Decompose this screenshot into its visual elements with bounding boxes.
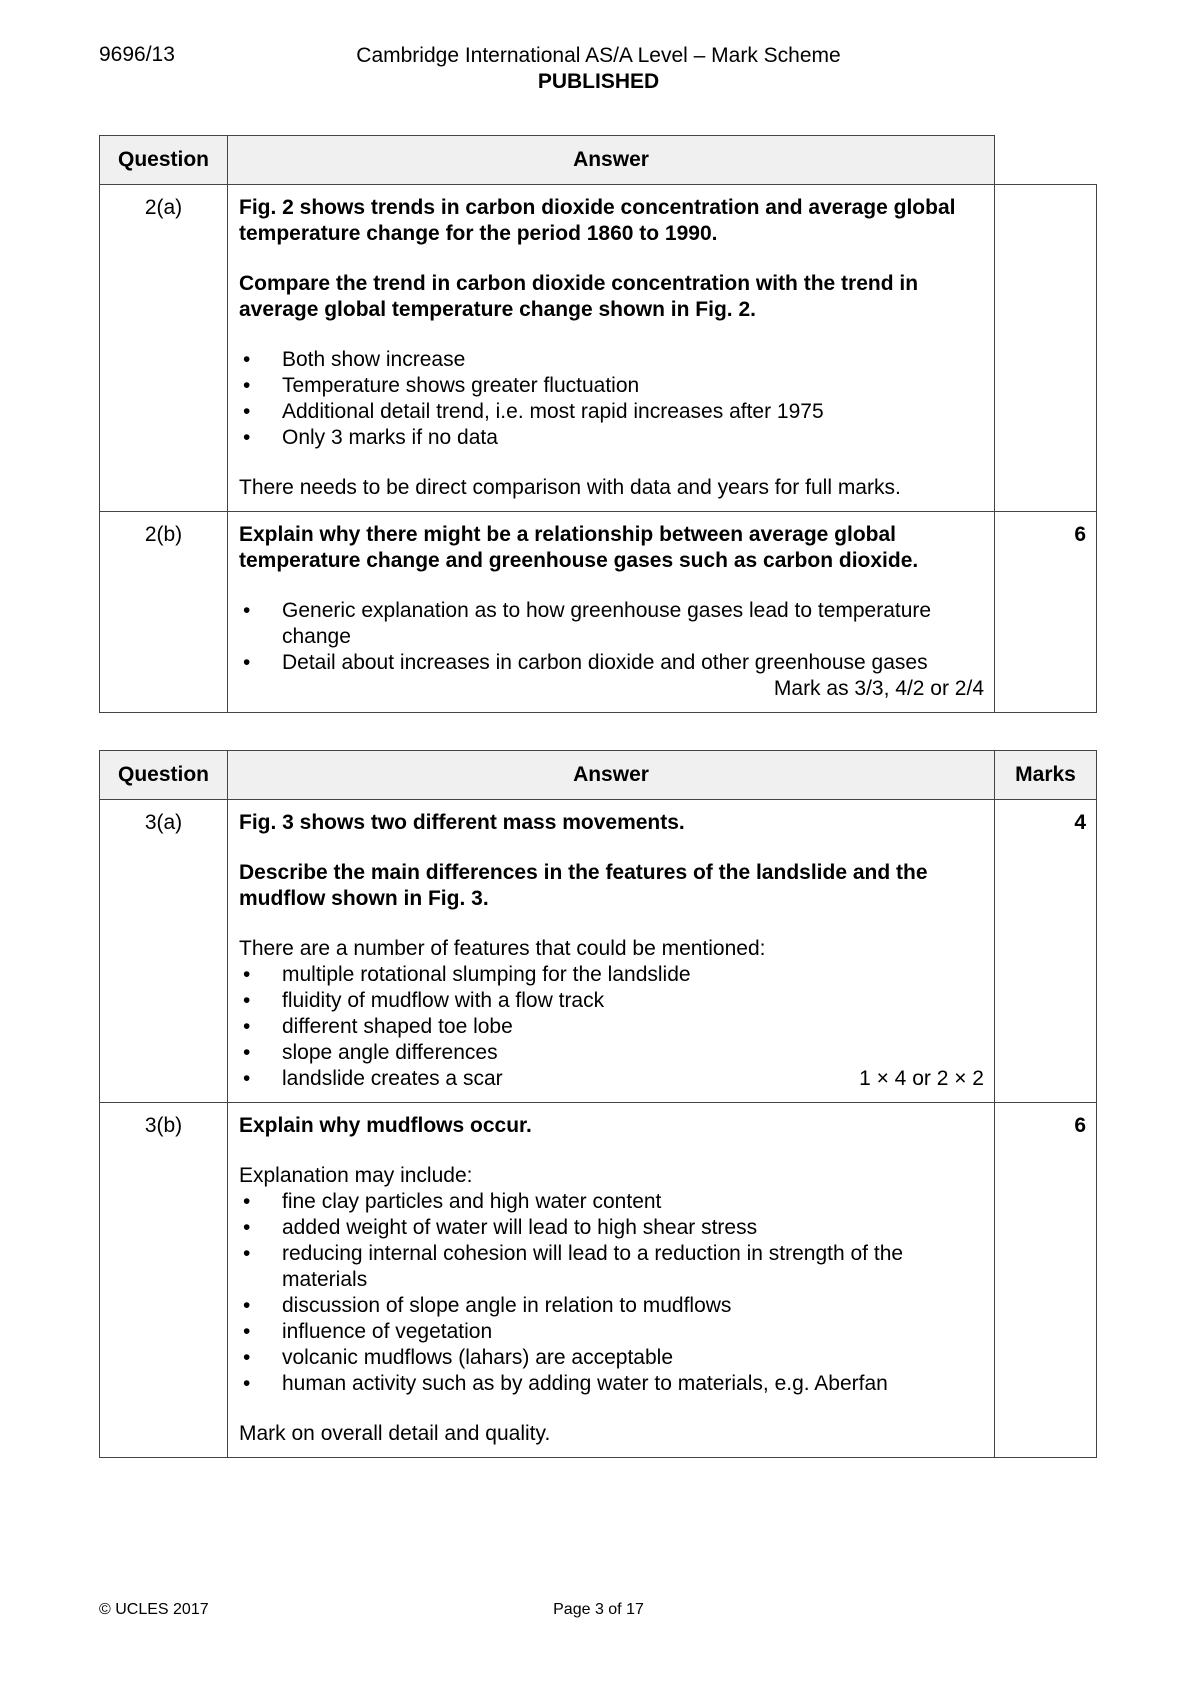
column-header-marks: Marks xyxy=(995,751,1097,800)
bullet-icon: • xyxy=(243,374,251,397)
question-prompt: Explain why mudflows occur. xyxy=(239,1114,532,1137)
table-header-row xyxy=(100,751,1097,800)
list-item: • Additional detail trend, i.e. most rapid increases after 1975 xyxy=(243,400,824,423)
list-item: • Both show increase xyxy=(243,348,466,371)
list-item: • multiple rotational slumping for the landslide xyxy=(243,963,691,986)
answer-intro: There are a number of features that could be mentioned: xyxy=(239,937,766,960)
bullet-icon: • xyxy=(243,400,251,423)
list-item: • different shaped toe lobe xyxy=(243,1015,513,1038)
question-prompt: Fig. 2 shows trends in carbon dioxide concentration and average global temperature change for the period 1860 to 1990. xyxy=(239,196,956,245)
bullet-icon: • xyxy=(243,1294,251,1317)
marks-cell: 4 xyxy=(995,800,1097,1103)
question-number: 2(a) xyxy=(100,185,228,512)
list-item: • influence of vegetation xyxy=(243,1320,493,1343)
paper-code: 9696/13 xyxy=(99,43,175,66)
copyright-notice: © UCLES 2017 xyxy=(99,1601,209,1618)
bullet-icon: • xyxy=(243,651,251,674)
page-number: Page 3 of 17 xyxy=(553,1601,644,1618)
question-number: 2(b) xyxy=(100,512,228,713)
table-header-row xyxy=(100,136,1097,185)
table-row xyxy=(100,185,1097,512)
list-item: • discussion of slope angle in relation to mudflows xyxy=(243,1294,732,1317)
question-prompt: Compare the trend in carbon dioxide concentration with the trend in average global temperature change shown in Fig. 2. xyxy=(239,272,919,321)
list-item: • fine clay particles and high water content xyxy=(243,1190,662,1213)
question-number: 3(b) xyxy=(100,1103,228,1458)
bullet-icon: • xyxy=(243,1320,251,1343)
marks-cell: 6 xyxy=(995,512,1097,713)
list-item: • Temperature shows greater fluctuation xyxy=(243,374,640,397)
list-item: • Generic explanation as to how greenhouse gases lead to temperature change xyxy=(243,599,932,648)
marks-cell xyxy=(995,185,1097,512)
list-item: • landslide creates a scar 1 × 4 or 2 × 2 xyxy=(243,1067,984,1090)
list-item: • human activity such as by adding water to materials, e.g. Aberfan xyxy=(243,1372,888,1395)
table-row xyxy=(100,1103,1097,1458)
bullet-icon: • xyxy=(243,1216,251,1239)
mark-allocation-note: 1 × 4 or 2 × 2 xyxy=(859,1067,984,1090)
list-item: • fluidity of mudflow with a flow track xyxy=(243,989,605,1012)
column-header-question: Question xyxy=(100,751,228,800)
answer-intro: Explanation may include: xyxy=(239,1164,473,1187)
list-item: • added weight of water will lead to high shear stress xyxy=(243,1216,758,1239)
marking-note: Mark on overall detail and quality. xyxy=(239,1422,551,1445)
column-header-answer: Answer xyxy=(228,136,995,185)
bullet-icon: • xyxy=(243,1041,251,1064)
bullet-icon: • xyxy=(243,989,251,1012)
marking-note: There needs to be direct comparison with data and years for full marks. xyxy=(239,476,901,499)
mark-allocation-note: Mark as 3/3, 4/2 or 2/4 xyxy=(773,677,984,700)
bullet-icon: • xyxy=(243,1015,251,1038)
bullet-icon: • xyxy=(243,599,251,622)
column-header-question: Question xyxy=(100,136,228,185)
document-header xyxy=(0,43,1190,95)
table-row xyxy=(100,512,1097,713)
table-row xyxy=(100,800,1097,1103)
list-item: • slope angle differences xyxy=(243,1041,498,1064)
bullet-list xyxy=(239,347,984,451)
answer-cell xyxy=(228,800,995,1103)
answer-cell xyxy=(228,512,995,713)
answer-cell xyxy=(228,185,995,512)
list-item: • volcanic mudflows (lahars) are acceptable xyxy=(243,1346,674,1369)
question-prompt: Describe the main differences in the features of the landslide and the mudflow shown in Fig. 3. xyxy=(239,861,928,910)
bullet-icon: • xyxy=(243,1242,251,1265)
bullet-icon: • xyxy=(243,1372,251,1395)
list-item: • Detail about increases in carbon dioxide and other greenhouse gases xyxy=(243,651,928,674)
list-item: • Only 3 marks if no data xyxy=(243,426,498,449)
answer-cell xyxy=(228,1103,995,1458)
bullet-list xyxy=(239,962,984,1092)
bullet-icon: • xyxy=(243,963,251,986)
mark-scheme-table-q3 xyxy=(99,750,1097,1458)
column-header-empty xyxy=(995,136,1097,185)
bullet-list xyxy=(239,1189,984,1397)
mark-scheme-table-q2 xyxy=(99,135,1097,713)
question-prompt: Explain why there might be a relationship between average global temperature change and greenhouse gases such as carbon dioxide. xyxy=(239,523,919,572)
column-header-answer: Answer xyxy=(228,751,995,800)
bullet-icon: • xyxy=(243,1067,251,1090)
document-title: Cambridge International AS/A Level – Mark Scheme xyxy=(356,44,841,67)
bullet-icon: • xyxy=(243,1346,251,1369)
published-label: PUBLISHED xyxy=(537,70,660,93)
bullet-list xyxy=(239,598,984,676)
bullet-icon: • xyxy=(243,348,251,371)
list-item: • reducing internal cohesion will lead to a reduction in strength of the materials xyxy=(243,1242,904,1291)
marks-cell: 6 xyxy=(995,1103,1097,1458)
bullet-icon: • xyxy=(243,426,251,449)
bullet-icon: • xyxy=(243,1190,251,1213)
question-prompt: Fig. 3 shows two different mass movements. xyxy=(239,811,685,834)
question-number: 3(a) xyxy=(100,800,228,1103)
